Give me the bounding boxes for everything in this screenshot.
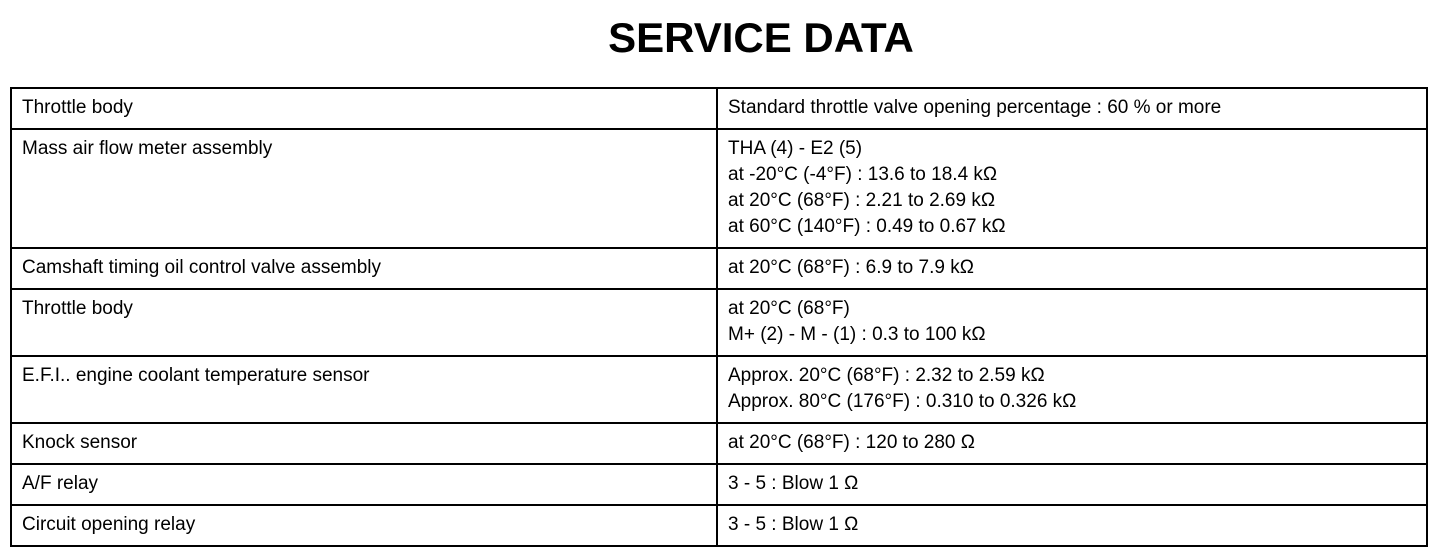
component-cell: Throttle body <box>11 88 717 129</box>
component-cell: Circuit opening relay <box>11 505 717 546</box>
spec-line: M+ (2) - M - (1) : 0.3 to 100 kΩ <box>728 324 986 345</box>
spec-line: 3 - 5 : Blow 1 Ω <box>728 514 859 535</box>
spec-line: Standard throttle valve opening percentage : 60 % or more <box>728 97 1222 118</box>
component-cell: Mass air flow meter assembly <box>11 129 717 248</box>
table-row <box>11 505 1427 546</box>
table-row <box>11 464 1427 505</box>
spec-cell <box>717 423 1427 464</box>
spec-line: at 60°C (140°F) : 0.49 to 0.67 kΩ <box>728 216 1006 237</box>
spec-cell <box>717 248 1427 289</box>
spec-cell <box>717 356 1427 423</box>
spec-line: at 20°C (68°F) : 6.9 to 7.9 kΩ <box>728 257 974 278</box>
table-row <box>11 129 1427 248</box>
service-data-table <box>10 87 1428 547</box>
spec-cell <box>717 289 1427 356</box>
spec-cell <box>717 88 1427 129</box>
table-row <box>11 88 1427 129</box>
component-cell: Throttle body <box>11 289 717 356</box>
component-cell: E.F.I.. engine coolant temperature sensor <box>11 356 717 423</box>
component-cell: Knock sensor <box>11 423 717 464</box>
spec-line: Approx. 80°C (176°F) : 0.310 to 0.326 kΩ <box>728 391 1077 412</box>
spec-cell <box>717 505 1427 546</box>
spec-cell <box>717 464 1427 505</box>
table-row <box>11 423 1427 464</box>
table-row <box>11 248 1427 289</box>
table-row <box>11 289 1427 356</box>
spec-line: 3 - 5 : Blow 1 Ω <box>728 473 859 494</box>
spec-line: Approx. 20°C (68°F) : 2.32 to 2.59 kΩ <box>728 365 1045 386</box>
spec-line: at 20°C (68°F) : 2.21 to 2.69 kΩ <box>728 190 996 211</box>
table-row <box>11 356 1427 423</box>
page-title: SERVICE DATA <box>608 14 914 61</box>
component-cell: Camshaft timing oil control valve assembly <box>11 248 717 289</box>
spec-line: THA (4) - E2 (5) <box>728 138 863 159</box>
spec-cell <box>717 129 1427 248</box>
component-cell: A/F relay <box>11 464 717 505</box>
spec-line: at 20°C (68°F) : 120 to 280 Ω <box>728 432 975 453</box>
spec-line: at -20°C (-4°F) : 13.6 to 18.4 kΩ <box>728 164 998 185</box>
spec-line: at 20°C (68°F) <box>728 298 850 319</box>
